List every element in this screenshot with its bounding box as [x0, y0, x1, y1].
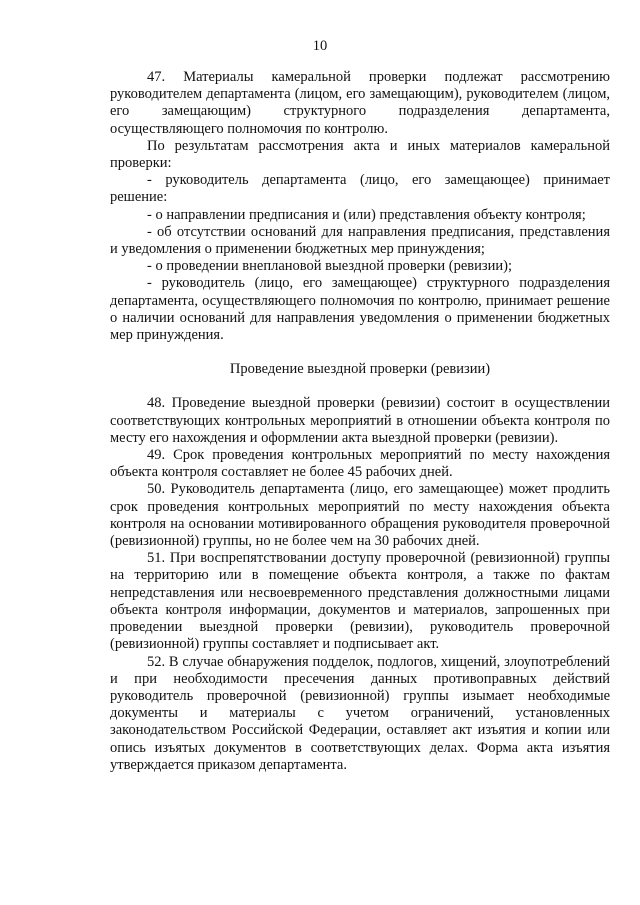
paragraph-49: 49. Срок проведения контрольных мероприятий по месту нахождения объекта контроля составляет не более 45 рабочих дней. [110, 447, 610, 481]
paragraph-50: 50. Руководитель департамента (лицо, его замещающее) может продлить срок проведения контрольных мероприятий по месту нахождения объекта контроля на основании мотивированного обращения руководителя проверочной (ревизионной) группы, но не более чем на 30 рабочих дней. [110, 481, 610, 550]
paragraph-unit-head-decision: - руководитель (лицо, его замещающее) структурного подразделения департамента, осуществляющего полномочия по контролю, принимает решение о наличии оснований для направления уведомления о применении бюджетных мер принуждения. [110, 275, 610, 344]
spacer [110, 344, 610, 361]
document-body [110, 69, 610, 774]
paragraph-52: 52. В случае обнаружения подделок, подлогов, хищений, злоупотреблений и при необходимости пресечения данных противоправных действий руководитель проверочной (ревизионной) группы изымает необходимые документы и материалы с учетом ограничений, установленных законодательством Российской Федерации, оставляет акт изъятия и копии или опись изъятых документов в соответствующих делах. Форма акта изъятия утверждается приказом департамента. [110, 653, 610, 773]
page-number: 10 [312, 38, 328, 54]
paragraph-results-intro: По результатам рассмотрения акта и иных материалов камеральной проверки: [110, 137, 610, 172]
paragraph-48: 48. Проведение выездной проверки (ревизии) состоит в осуществлении соответствующих контрольных мероприятий в отношении объекта контроля по месту его нахождения и оформлении акта выездной проверки (ревизии). [110, 395, 610, 446]
paragraph-head-decision: - руководитель департамента (лицо, его замещающее) принимает решение: [110, 172, 610, 206]
spacer [110, 378, 610, 395]
section-heading: Проведение выездной проверки (ревизии) [229, 361, 491, 378]
paragraph-47: 47. Материалы камеральной проверки подлежат рассмотрению руководителем департамента (лицом, его замещающим), руководителем (лицом, его замещающим) структурного подразделения департамента, осуществляющего полномочия по контролю. [110, 69, 610, 137]
paragraph-51: 51. При воспрепятствовании доступу проверочной (ревизионной) группы на территорию или в помещение объекта контроля, а также по фактам непредставления или несвоевременного представления должностными лицами объекта контроля информации, документов и материалов, запрошенных при проведении выездной проверки (ревизии), руководитель проверочной (ревизионной) группы составляет и подписывает акт. [110, 550, 610, 653]
list-item-prescription: - о направлении предписания и (или) представления объекту контроля; [147, 206, 586, 223]
list-item-no-grounds: - об отсутствии оснований для направления предписания, представления и уведомления о применении бюджетных мер принуждения; [110, 223, 610, 258]
list-item-unscheduled-audit: - о проведении внеплановой выездной проверки (ревизии); [147, 258, 512, 275]
